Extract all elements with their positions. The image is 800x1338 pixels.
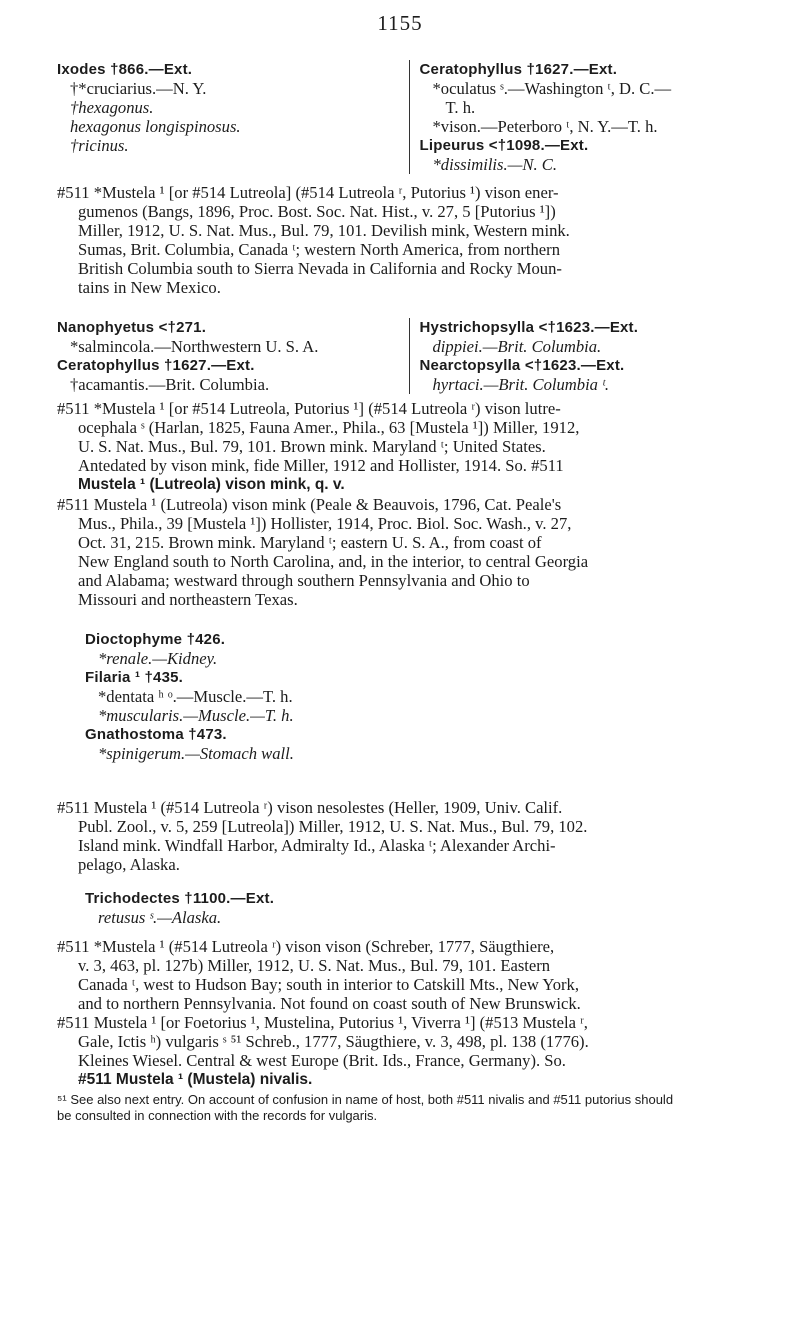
species-continuation: T. h. — [445, 98, 476, 117]
entry-line: Gale, Ictis ʰ) vulgaris ˢ ⁵¹ Schreb., 1777, Säugthiere, v. 3, 498, pl. 138 (1776). — [78, 1032, 589, 1051]
species-line: *spinigerum.—Stomach wall. — [98, 744, 294, 763]
host-entry-vulgaris — [57, 1013, 757, 1089]
entry-line: Missouri and northeastern Texas. — [78, 590, 298, 609]
genus-line: Gnathostoma †473. — [85, 726, 227, 743]
parasite-column-right — [409, 60, 758, 174]
entry-line: #511 *Mustela ¹ (#514 Lutreola ʳ) vison vison (Schreber, 1777, Säugthiere, — [57, 937, 555, 956]
host-entry-energumenos — [57, 183, 757, 297]
entry-line: and to northern Pennsylvania. Not found on coast south of New Brunswick. — [78, 994, 581, 1013]
entry-line: #511 *Mustela ¹ [or #514 Lutreola] (#514 Lutreola ʳ, Putorius ¹) vison ener- — [57, 183, 559, 202]
species-line: †acamantis.—Brit. Columbia. — [70, 375, 270, 394]
species-line: hyrtaci.—Brit. Columbia ᵗ. — [432, 375, 610, 394]
parasite-block-4 — [85, 889, 745, 927]
entry-line: #511 Mustela ¹ (Lutreola) vison mink (Peale & Beauvois, 1796, Cat. Peale's — [57, 495, 562, 514]
parasite-column-left — [57, 60, 409, 174]
entry-line: Publ. Zool., v. 5, 259 [Lutreola]) Miller, 1912, U. S. Nat. Mus., Bul. 79, 102. — [78, 817, 588, 836]
species-line: †*cruciarius.—N. Y. — [70, 79, 207, 98]
species-line: *renale.—Kidney. — [98, 649, 218, 668]
entry-line: Mustela ¹ (Lutreola) vison mink, q. v. — [78, 476, 345, 493]
entry-line: #511 *Mustela ¹ [or #514 Lutreola, Putorius ¹] (#514 Lutreola ʳ) vison lutre- — [57, 399, 561, 418]
entry-line: #511 Mustela ¹ (#514 Lutreola ʳ) vison nesolestes (Heller, 1909, Univ. Calif. — [57, 798, 563, 817]
species-line: †ricinus. — [70, 136, 129, 155]
entry-line: U. S. Nat. Mus., Bul. 79, 101. Brown mink. Maryland ᵗ; United States. — [78, 437, 546, 456]
entry-line: Oct. 31, 215. Brown mink. Maryland ᵗ; eastern U. S. A., from coast of — [78, 533, 542, 552]
entry-line: Kleines Wiesel. Central & west Europe (Brit. Ids., France, Germany). So. — [78, 1051, 566, 1070]
species-line: *oculatus ˢ.—Washington ᵗ, D. C.— — [432, 79, 672, 98]
parasite-block-1 — [57, 60, 757, 174]
entry-line: Sumas, Brit. Columbia, Canada ᵗ; western North America, from northern — [78, 240, 560, 259]
host-entry-lutreocephala — [57, 399, 757, 494]
host-entry-vison-vison — [57, 937, 757, 1013]
genus-line: Nearctopsylla <†1623.—Ext. — [419, 357, 625, 374]
genus-line: Ixodes †866.—Ext. — [57, 61, 193, 78]
genus-line: Ceratophyllus †1627.—Ext. — [57, 357, 255, 374]
footnote-line: ⁵¹ See also next entry. On account of confusion in name of host, both #511 nivalis and #511 putorius should — [57, 1092, 674, 1107]
genus-line: Dioctophyme †426. — [85, 631, 226, 648]
entry-line: pelago, Alaska. — [78, 855, 180, 874]
species-line: *dissimilis.—N. C. — [432, 155, 557, 174]
entry-line: Miller, 1912, U. S. Nat. Mus., Bul. 79, 101. Devilish mink, Western mink. — [78, 221, 570, 240]
entry-line: v. 3, 463, pl. 127b) Miller, 1912, U. S. Nat. Mus., Bul. 79, 101. Eastern — [78, 956, 551, 975]
genus-line: Nanophyetus <†271. — [57, 319, 207, 336]
parasite-block-3 — [85, 630, 745, 763]
species-line: *salmincola.—Northwestern U. S. A. — [70, 337, 319, 356]
genus-line: Ceratophyllus †1627.—Ext. — [419, 61, 618, 78]
entry-line: New England south to North Carolina, and, in the interior, to central Georgia — [78, 552, 589, 571]
host-entry-mink — [57, 495, 757, 609]
parasite-column-left — [57, 318, 409, 394]
genus-line: Trichodectes †1100.—Ext. — [85, 890, 275, 907]
entry-line: British Columbia south to Sierra Nevada in California and Rocky Moun- — [78, 259, 562, 278]
species-line: *vison.—Peterboro ᵗ, N. Y.—T. h. — [432, 117, 658, 136]
entry-line: and Alabama; westward through southern Pennsylvania and Ohio to — [78, 571, 530, 590]
entry-line: #511 Mustela ¹ [or Foetorius ¹, Mustelina, Putorius ¹, Viverra ¹] (#513 Mustela ʳ, — [57, 1013, 588, 1032]
entry-line: #511 Mustela ¹ (Mustela) nivalis. — [78, 1071, 313, 1088]
entry-line: ocephala ˢ (Harlan, 1825, Fauna Amer., Phila., 63 [Mustela ¹]) Miller, 1912, — [78, 418, 580, 437]
host-entry-nesolestes — [57, 798, 757, 874]
footnote-line: be consulted in connection with the records for vulgaris. — [57, 1108, 378, 1123]
genus-line: Hystrichopsylla <†1623.—Ext. — [419, 319, 639, 336]
parasite-column-right — [409, 318, 758, 394]
entry-line: Canada ᵗ, west to Hudson Bay; south in interior to Catskill Mts., New York, — [78, 975, 579, 994]
species-line: hexagonus longispinosus. — [70, 117, 241, 136]
species-line: *muscularis.—Muscle.—T. h. — [98, 706, 294, 725]
entry-line: gumenos (Bangs, 1896, Proc. Bost. Soc. Nat. Hist., v. 27, 5 [Putorius ¹]) — [78, 202, 556, 221]
species-line: †hexagonus. — [70, 98, 154, 117]
parasite-block-2 — [57, 318, 757, 394]
entry-line: tains in New Mexico. — [78, 278, 221, 297]
entry-line: Island mink. Windfall Harbor, Admiralty Id., Alaska ᵗ; Alexander Archi- — [78, 836, 556, 855]
species-line: retusus ˢ.—Alaska. — [98, 908, 222, 927]
entry-line: Mus., Phila., 39 [Mustela ¹]) Hollister, 1914, Proc. Biol. Soc. Wash., v. 27, — [78, 514, 572, 533]
entry-line: Antedated by vison mink, fide Miller, 1912 and Hollister, 1914. So. #511 — [78, 456, 564, 475]
species-line: *dentata ʰ ᵒ.—Muscle.—T. h. — [98, 687, 293, 706]
page-number: 1155 — [377, 11, 423, 35]
species-line: dippiei.—Brit. Columbia. — [432, 337, 602, 356]
genus-line: Filaria ¹ †435. — [85, 669, 184, 686]
footnote — [57, 1092, 767, 1124]
genus-line: Lipeurus <†1098.—Ext. — [419, 137, 589, 154]
